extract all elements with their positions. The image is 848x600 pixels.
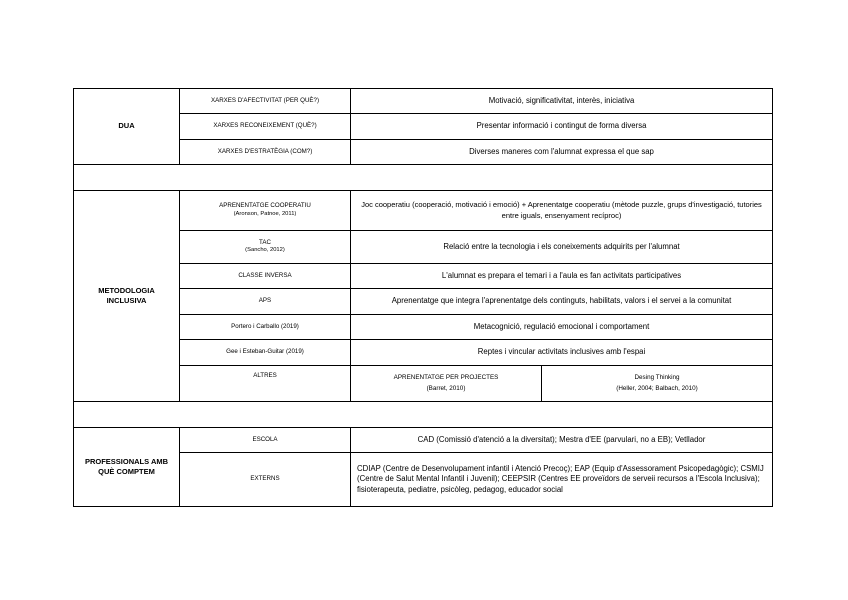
spacer-cell	[74, 165, 773, 191]
spacer-row	[74, 165, 773, 191]
dua-category: DUA	[74, 89, 180, 165]
tac-name: TAC	[259, 238, 271, 246]
spacer-cell	[74, 402, 773, 428]
aps-desc: Aprenentatge que integra l'aprenentatge dels continguts, habilitats, valors i el servei a la comunitat	[351, 289, 773, 315]
escola-desc: CAD (Comissió d'atenció a la diversitat); Mestra d'EE (parvulari, no a EB); Vetllador	[351, 428, 773, 453]
table-row	[74, 191, 773, 231]
externs-desc: CDIAP (Centre de Desenvolupament infantil i Atenció Precoç); EAP (Equip d'Assessorament Psicopedagògic); CSMIJ (Centre de Salut Mental Infantil i Juvenil); CEEPSIR (Centres EE proveïdors de serveii recursos a l'Escola Inclusiva); fisioterapeuta, pediatre, psicòleg, pedagog, educador social	[351, 453, 773, 507]
portero-desc: Metacognició, regulació emocional i comportament	[351, 315, 773, 340]
metodologia-category: METODOLOGIA INCLUSIVA	[74, 191, 180, 402]
cooperatiu-ref: (Aronson, Patnoe, 2011)	[233, 210, 297, 217]
projectes-cell	[351, 366, 542, 402]
table-row	[74, 89, 773, 114]
tac-desc: Relació entre la tecnologia i els coneixements adquirits per l'alumnat	[351, 231, 773, 264]
tac-ref: (Sancho, 2012)	[245, 247, 285, 254]
classe-inversa-desc: L'alumnat es prepara el temari i a l'aula es fan activitats participatives	[351, 264, 773, 289]
dua-reconeixement-label: XARXES RECONEIXEMENT (QUÈ?)	[180, 114, 351, 140]
table-row	[74, 428, 773, 453]
cooperatiu-label	[180, 191, 351, 231]
design-thinking-title: Desing Thinking	[634, 374, 680, 382]
aps-label: APS	[180, 289, 351, 315]
spacer-row	[74, 402, 773, 428]
dua-estrategia-label: XARXES D'ESTRATÈGIA (COM?)	[180, 140, 351, 165]
dua-estrategia-desc: Diverses maneres com l'alumnat expressa el que sap	[351, 140, 773, 165]
tac-label	[180, 231, 351, 264]
escola-label: ESCOLA	[180, 428, 351, 453]
classe-inversa-label: CLASSE INVERSA	[180, 264, 351, 289]
dua-afectivitat-label: XARXES D'AFECTIVITAT (PER QUÈ?)	[180, 89, 351, 114]
design-thinking-cell	[542, 366, 773, 402]
gee-label: Gee i Esteban-Guitar (2019)	[180, 340, 351, 366]
externs-label: EXTERNS	[180, 453, 351, 507]
design-thinking-ref: (Heller, 2004; Balbach, 2010)	[616, 384, 698, 392]
dua-afectivitat-desc: Motivació, significativitat, interès, iniciativa	[351, 89, 773, 114]
cooperatiu-name: APRENENTATGE COOPERATIU	[219, 202, 311, 210]
professionals-category: PROFESSIONALS AMB QUÈ COMPTEM	[74, 428, 180, 507]
portero-label: Portero i Carballo (2019)	[180, 315, 351, 340]
dua-reconeixement-desc: Presentar informació i contingut de forma diversa	[351, 114, 773, 140]
gee-desc: Reptes i vincular activitats inclusives amb l'espai	[351, 340, 773, 366]
cooperatiu-desc: Joc cooperatiu (cooperació, motivació i emoció) + Aprenentatge cooperatiu (mètode puzzle, grups d'investigació, tutories entre iguals, ensenyament recíproc)	[351, 191, 773, 231]
projectes-title: APRENENTATGE PER PROJECTES	[393, 374, 499, 382]
altres-label: ALTRES	[180, 366, 351, 402]
projectes-ref: (Barret, 2010)	[426, 384, 466, 392]
summary-table	[73, 88, 773, 507]
